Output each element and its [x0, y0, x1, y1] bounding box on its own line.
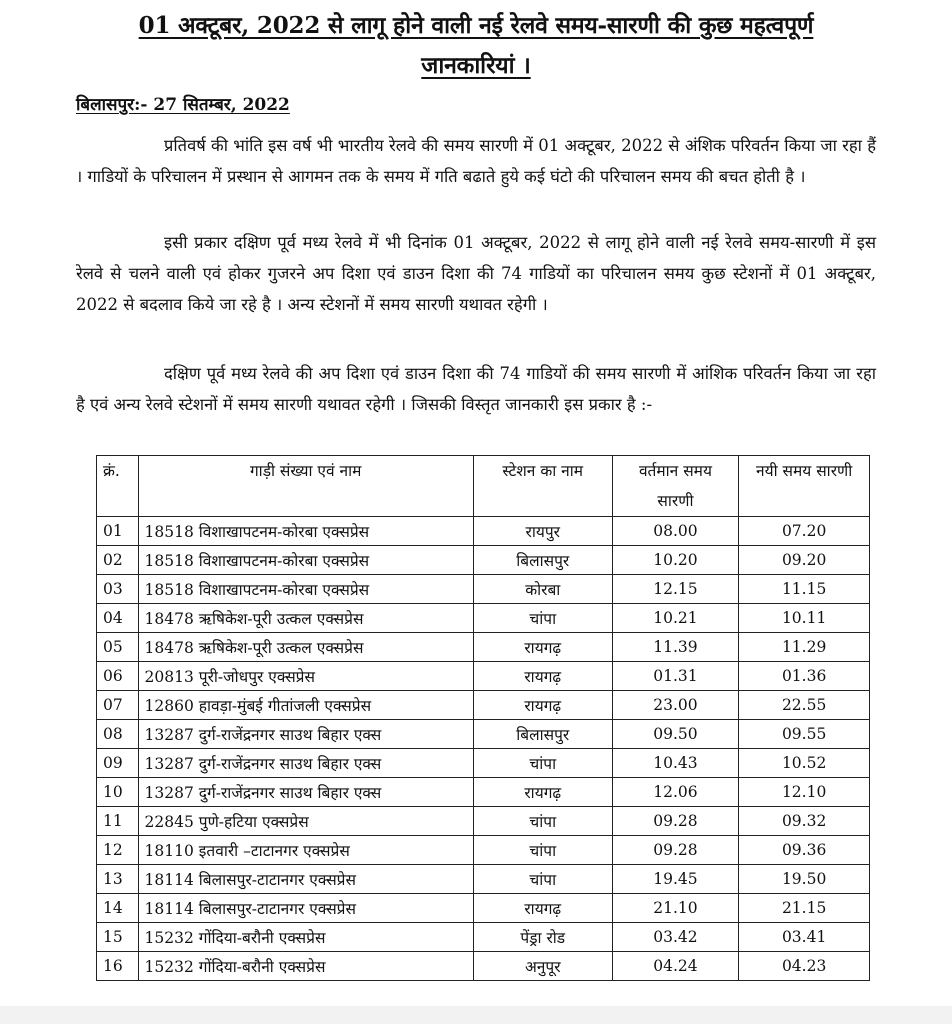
row-new-time: 12.10 — [739, 778, 870, 807]
row-current-time: 19.45 — [612, 865, 739, 894]
row-new-time: 19.50 — [739, 865, 870, 894]
table-row — [97, 894, 870, 923]
row-station: चांपा — [473, 836, 612, 865]
row-serial: 03 — [97, 575, 139, 604]
row-train: 15232 गोंदिया-बरौनी एक्सप्रेस — [138, 952, 473, 981]
row-train: 18478 ऋषिकेश-पूरी उत्कल एक्सप्रेस — [138, 633, 473, 662]
row-new-time: 10.11 — [739, 604, 870, 633]
row-station: रायपुर — [473, 517, 612, 546]
row-new-time: 10.52 — [739, 749, 870, 778]
row-station: बिलासपुर — [473, 546, 612, 575]
table-row — [97, 952, 870, 981]
row-serial: 02 — [97, 546, 139, 575]
row-train: 15232 गोंदिया-बरौनी एक्सप्रेस — [138, 923, 473, 952]
header-current-line-2: सारणी — [657, 492, 694, 510]
row-station: बिलासपुर — [473, 720, 612, 749]
header-train: गाड़ी संख्या एवं नाम — [138, 456, 473, 517]
table-body — [97, 517, 870, 981]
row-station: चांपा — [473, 865, 612, 894]
row-train: 18478 ऋषिकेश-पूरी उत्कल एक्सप्रेस — [138, 604, 473, 633]
row-new-time: 01.36 — [739, 662, 870, 691]
row-train: 13287 दुर्ग-राजेंद्रनगर साउथ बिहार एक्स — [138, 749, 473, 778]
row-serial: 04 — [97, 604, 139, 633]
table-row — [97, 546, 870, 575]
row-current-time: 12.15 — [612, 575, 739, 604]
row-current-time: 10.20 — [612, 546, 739, 575]
row-current-time: 10.43 — [612, 749, 739, 778]
row-station: पेंड्रा रोड — [473, 923, 612, 952]
row-station: रायगढ़ — [473, 633, 612, 662]
table-row — [97, 923, 870, 952]
row-current-time: 11.39 — [612, 633, 739, 662]
row-train: 18114 बिलासपुर-टाटानगर एक्सप्रेस — [138, 894, 473, 923]
title-line-1: 01 अक्टूबर, 2022 से लागू होने वाली नई रेलवे समय-सारणी की कुछ महत्वपूर्ण — [138, 12, 814, 39]
row-train: 13287 दुर्ग-राजेंद्रनगर साउथ बिहार एक्स — [138, 778, 473, 807]
row-station: अनुपूर — [473, 952, 612, 981]
row-serial: 09 — [97, 749, 139, 778]
row-current-time: 09.50 — [612, 720, 739, 749]
row-new-time: 22.55 — [739, 691, 870, 720]
table-row — [97, 633, 870, 662]
row-train: 18518 विशाखापटनम-कोरबा एक्सप्रेस — [138, 546, 473, 575]
row-train: 12860 हावड़ा-मुंबई गीतांजली एक्सप्रेस — [138, 691, 473, 720]
row-current-time: 08.00 — [612, 517, 739, 546]
row-new-time: 09.36 — [739, 836, 870, 865]
table-row — [97, 575, 870, 604]
header-station: स्टेशन का नाम — [473, 456, 612, 517]
row-train: 22845 पुणे-हटिया एक्सप्रेस — [138, 807, 473, 836]
row-serial: 07 — [97, 691, 139, 720]
table-row — [97, 807, 870, 836]
paragraph-3: दक्षिण पूर्व मध्य रेलवे की अप दिशा एवं डाउन दिशा की 74 गाडियों की समय सारणी में आंशिक परिवर्तन किया जा रहा है एवं अन्य रेलवे स्टेशनों में समय सारणी यथावत रहेगी । जिसकी विस्तृत जानकारी इस प्रकार है :- — [76, 364, 876, 414]
timetable-changes-table — [96, 455, 870, 981]
row-current-time: 23.00 — [612, 691, 739, 720]
table-row — [97, 517, 870, 546]
row-station: रायगढ़ — [473, 894, 612, 923]
paragraph-1: प्रतिवर्ष की भांति इस वर्ष भी भारतीय रेलवे की समय सारणी में 01 अक्टूबर, 2022 से अंशिक परिवर्तन किया जा रहा हैं । गाडियों के परिचालन में प्रस्थान से आगमन तक के समय में गति बढाते हुये कई घंटो की परिचालन समय की बचत होती है । — [76, 136, 876, 186]
header-serial: क्रं. — [97, 456, 139, 517]
row-current-time: 03.42 — [612, 923, 739, 952]
table-row — [97, 720, 870, 749]
row-serial: 05 — [97, 633, 139, 662]
row-new-time: 09.55 — [739, 720, 870, 749]
row-serial: 10 — [97, 778, 139, 807]
row-new-time: 21.15 — [739, 894, 870, 923]
row-new-time: 11.29 — [739, 633, 870, 662]
row-station: चांपा — [473, 604, 612, 633]
row-current-time: 09.28 — [612, 836, 739, 865]
row-serial: 06 — [97, 662, 139, 691]
row-new-time: 11.15 — [739, 575, 870, 604]
row-station: रायगढ़ — [473, 778, 612, 807]
page-bottom-edge — [0, 1006, 952, 1024]
row-serial: 15 — [97, 923, 139, 952]
row-station: चांपा — [473, 807, 612, 836]
row-current-time: 12.06 — [612, 778, 739, 807]
paragraph-2: इसी प्रकार दक्षिण पूर्व मध्य रेलवे में भी दिनांक 01 अक्टूबर, 2022 से लागू होने वाली नई रेलवे समय-सारणी में इस रेलवे से चलने वाली एवं होकर गुजरने अप दिशा एवं डाउन दिशा की 74 गाडियों का परिचालन समय कुछ स्टेशनों में 01 अक्टूबर, 2022 से बदलाव किये जा रहे है । अन्य स्टेशनों में समय सारणी यथावत रहेगी । — [76, 233, 876, 314]
row-station: रायगढ़ — [473, 662, 612, 691]
row-serial: 12 — [97, 836, 139, 865]
row-new-time: 09.20 — [739, 546, 870, 575]
row-current-time: 04.24 — [612, 952, 739, 981]
row-new-time: 09.32 — [739, 807, 870, 836]
row-train: 18518 विशाखापटनम-कोरबा एक्सप्रेस — [138, 575, 473, 604]
row-new-time: 07.20 — [739, 517, 870, 546]
row-train: 18518 विशाखापटनम-कोरबा एक्सप्रेस — [138, 517, 473, 546]
table-row — [97, 691, 870, 720]
table-header-row — [97, 456, 870, 517]
header-new-time: नयी समय सारणी — [739, 456, 870, 517]
row-serial: 08 — [97, 720, 139, 749]
row-station: कोरबा — [473, 575, 612, 604]
row-serial: 01 — [97, 517, 139, 546]
row-train: 18110 इतवारी –टाटानगर एक्सप्रेस — [138, 836, 473, 865]
header-current-line-1: वर्तमान समय — [638, 462, 712, 480]
row-station: रायगढ़ — [473, 691, 612, 720]
table-row — [97, 865, 870, 894]
table-row — [97, 778, 870, 807]
row-serial: 13 — [97, 865, 139, 894]
row-serial: 14 — [97, 894, 139, 923]
document-title — [40, 6, 912, 86]
row-serial: 16 — [97, 952, 139, 981]
row-serial: 11 — [97, 807, 139, 836]
row-train: 18114 बिलासपुर-टाटानगर एक्सप्रेस — [138, 865, 473, 894]
row-current-time: 01.31 — [612, 662, 739, 691]
table-row — [97, 749, 870, 778]
row-new-time: 03.41 — [739, 923, 870, 952]
row-station: चांपा — [473, 749, 612, 778]
header-current-time — [612, 456, 739, 517]
row-new-time: 04.23 — [739, 952, 870, 981]
table-row — [97, 836, 870, 865]
row-current-time: 10.21 — [612, 604, 739, 633]
row-current-time: 21.10 — [612, 894, 739, 923]
row-current-time: 09.28 — [612, 807, 739, 836]
table-row — [97, 662, 870, 691]
row-train: 20813 पूरी-जोधपुर एक्सप्रेस — [138, 662, 473, 691]
dateline: बिलासपुर:- 27 सितम्बर, 2022 — [76, 95, 290, 115]
table-row — [97, 604, 870, 633]
title-line-2: जानकारियां । — [421, 52, 531, 79]
row-train: 13287 दुर्ग-राजेंद्रनगर साउथ बिहार एक्स — [138, 720, 473, 749]
